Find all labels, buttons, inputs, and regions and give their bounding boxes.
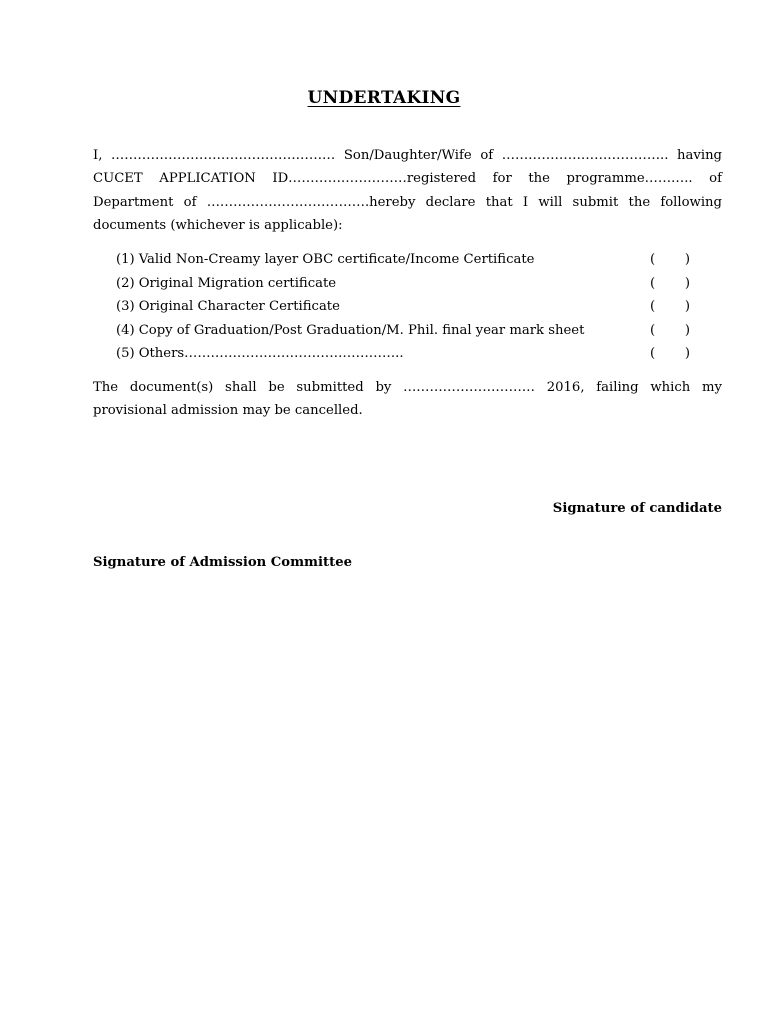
list-item: [116, 295, 696, 319]
candidate-signature-label: Signature of candidate: [552, 501, 722, 516]
checkbox-bracket: ( ): [650, 275, 690, 291]
document-title: UNDERTAKING: [307, 88, 461, 108]
list-item-number: (3): [116, 299, 135, 314]
submission-paragraph: The document(s) shall be submitted by ………………………… 2016, failing which my provisional admission may be cancelled.: [93, 380, 722, 419]
list-item-number: (2): [116, 275, 135, 291]
declaration-paragraph: I, …………………………………………… Son/Daughter/Wife of ……………………………….. having CUCET APPLICATION ID………………………registered for the programme……….. of Department of ……………………………….hereby declare that I will submit the following documents (whichever is applicable):: [93, 148, 722, 233]
checkbox-bracket: ( ): [650, 322, 690, 338]
list-item-number: (4): [116, 322, 135, 338]
list-item: [116, 248, 696, 272]
list-item-number: (1): [116, 252, 135, 267]
list-item-text: Valid Non-Creamy layer OBC certificate/Income Certificate: [138, 252, 535, 267]
list-item: [116, 319, 696, 343]
checkbox-bracket: ( ): [650, 252, 690, 267]
list-item-text: Original Migration certificate: [138, 275, 337, 291]
checkbox-bracket: ( ): [650, 299, 690, 314]
documents-list: [116, 248, 696, 366]
list-item-text: Copy of Graduation/Post Graduation/M. Phil. final year mark sheet: [138, 322, 585, 338]
list-item-text: Others…………………………………………..: [138, 346, 404, 361]
list-item: [116, 272, 696, 296]
checkbox-bracket: ( ): [650, 346, 690, 361]
list-item-number: (5): [116, 346, 135, 361]
list-item: [116, 342, 696, 366]
committee-signature-label: Signature of Admission Committee: [93, 555, 352, 570]
list-item-text: Original Character Certificate: [138, 299, 340, 314]
